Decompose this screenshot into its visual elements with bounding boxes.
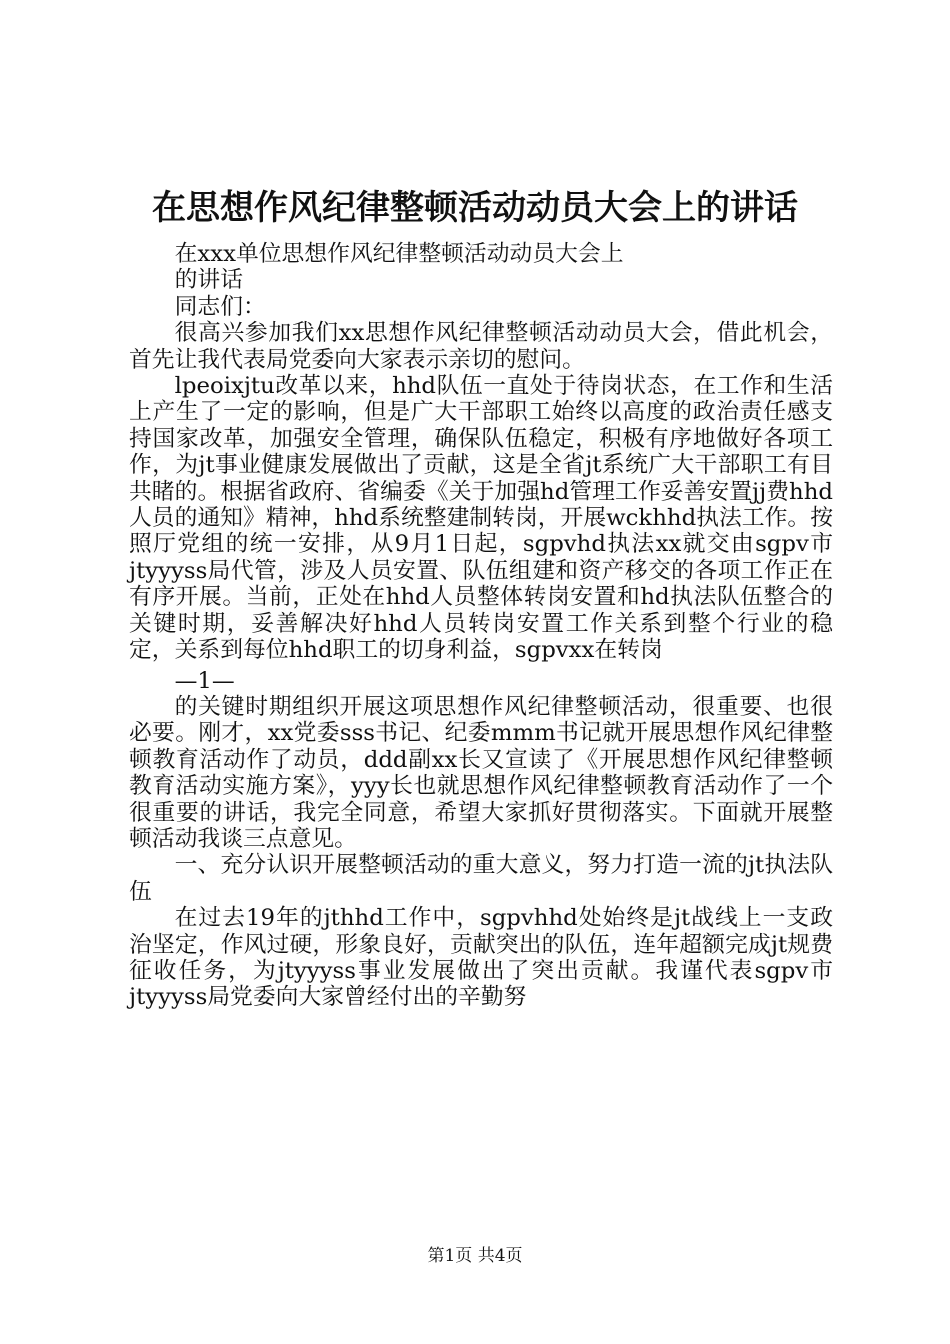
document-body <box>129 241 833 1011</box>
page-footer: 第1页 共4页 <box>427 1246 523 1266</box>
salutation: 同志们： <box>174 293 266 320</box>
page-marker: —1— <box>174 667 235 694</box>
paragraph: 的关键时期组织开展这项思想作风纪律整顿活动，很重要、也很必要。刚才，xx党委sss书记、纪委mmm书记就开展思想作风纪律整顿教育活动作了动员，ddd副xx长又宣读了《开展思想作风纪律整顿教育活动实施方案》，yyy长也就思想作风纪律整顿教育活动作了一个很重要的讲话，我完全同意，希望大家抓好贯彻落实。下面就开展整顿活动我谈三点意见。 <box>129 693 833 852</box>
subtitle-line-1: 在xxx单位思想作风纪律整顿活动动员大会上 <box>174 241 624 267</box>
subtitle-line-2: 的讲话 <box>174 267 243 294</box>
document-title: 在思想作风纪律整顿活动动员大会上的讲话 <box>152 188 798 228</box>
paragraph: lpeoixjtu改革以来，hhd队伍一直处于待岗状态，在工作和生活上产生了一定的影响，但是广大干部职工始终以高度的政治责任感支持国家改革，加强安全管理，确保队伍稳定，积极有序地做好各项工作，为jt事业健康发展做出了贡献，这是全省jt系统广大干部职工有目共睹的。根据省政府、省编委《关于加强hd管理工作妥善安置jj费hhd人员的通知》精神，hhd系统整建制转岗，开展wckhhd执法工作。按照厅党组的统一安排，从9月1日起，sgpvhd执法xx就交由sgpv市jtyyyss局代管，涉及人员安置、队伍组建和资产移交的各项工作正在有序开展。当前，正处在hhd人员整体转岗安置和hd执法队伍整合的关键时期，妥善解决好hhd人员转岗安置工作关系到整个行业的稳定，关系到每位hhd职工的切身利益，sgpvxx在转岗 <box>129 373 833 664</box>
section-heading: 一、充分认识开展整顿活动的重大意义，努力打造一流的jt执法队伍 <box>129 852 833 905</box>
paragraph: 在过去19年的jthhd工作中，sgpvhhd处始终是jt战线上一支政治坚定，作风过硬，形象良好，贡献突出的队伍，连年超额完成jt规费征收任务，为jtyyyss事业发展做出了突出贡献。我谨代表sgpv市jtyyyss局党委向大家曾经付出的辛勤努 <box>129 905 833 1011</box>
paragraph: 很高兴参加我们xx思想作风纪律整顿活动动员大会，借此机会，首先让我代表局党委向大家表示亲切的慰问。 <box>129 320 833 373</box>
